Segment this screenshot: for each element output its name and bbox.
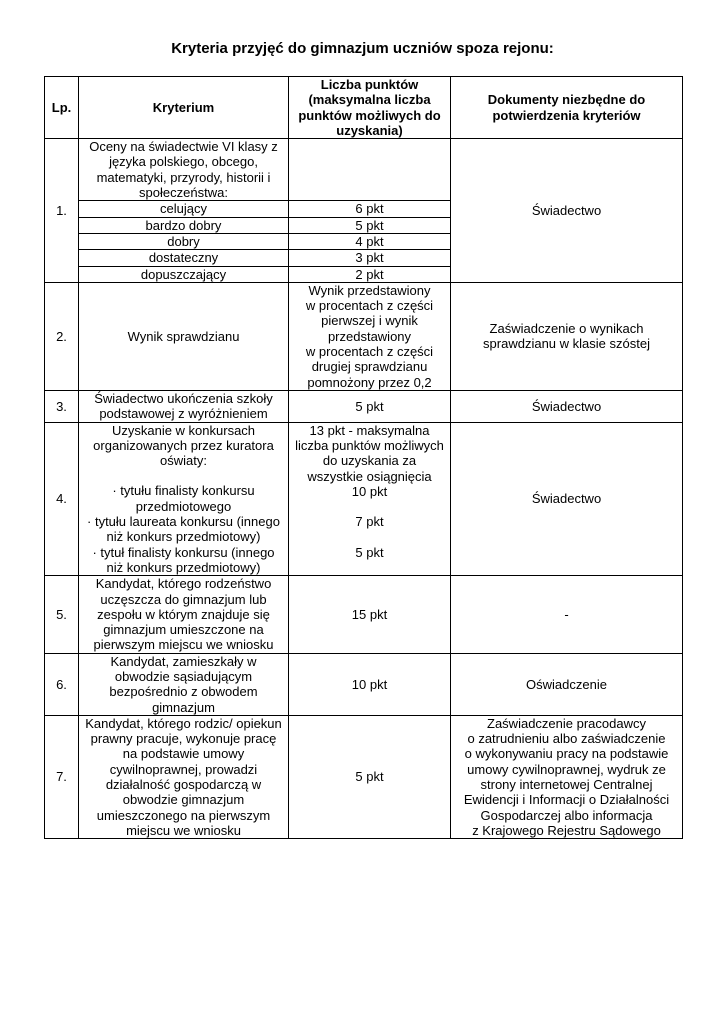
text-line: 7 pkt: [355, 514, 384, 530]
grade-label: dobry: [79, 233, 289, 249]
text-line: sprawdzianu w klasie szóstej: [483, 336, 650, 352]
text-line: umieszczonego na pierwszym: [96, 807, 271, 823]
criterion-cell: Oceny na świadectwie VI klasy z języka polskiego, obcego, matematyki, przyrody, historii i społeczeństwa:: [79, 139, 289, 201]
grade-label: celujący: [79, 201, 289, 217]
text-line: · tytułu finalisty konkursu: [112, 483, 255, 499]
grade-points: 3 pkt: [289, 250, 451, 266]
text-line: gimnazjum: [152, 699, 215, 715]
text-line: Uzyskanie w konkursach: [111, 422, 256, 438]
criterion-cell: Wynik sprawdzianu: [79, 282, 289, 390]
text-line: Zaświadczenie o wynikach: [489, 321, 644, 337]
text-line: Kandydat, zamieszkały w: [110, 653, 257, 669]
document-cell: -: [451, 576, 683, 653]
text-line: Wynik przedstawiony: [308, 282, 431, 298]
row-number: 7.: [45, 715, 79, 838]
text-line: Świadectwo ukończenia szkoły: [94, 390, 273, 406]
row-number: 3.: [45, 390, 79, 422]
criterion-cell: [79, 390, 289, 422]
text-line: o wykonywaniu pracy na podstawie: [464, 746, 669, 762]
text-line: na podstawie umowy: [122, 746, 245, 762]
points-cell: [289, 139, 451, 201]
grade-label: dostateczny: [79, 250, 289, 266]
text-line: z Krajowego Rejestru Sądowego: [472, 822, 661, 838]
text-line: w procentach z części: [305, 298, 434, 314]
grade-label: bardzo dobry: [79, 217, 289, 233]
text-line: podstawowej z wyróżnieniem: [99, 406, 268, 422]
text-line: liczba punktów możliwych: [295, 438, 444, 454]
row-number: 2.: [45, 282, 79, 390]
table-row: [45, 422, 683, 576]
text-line: uczęszcza do gimnazjum lub: [100, 591, 267, 607]
document-cell: Świadectwo: [451, 390, 683, 422]
text-line: niż konkurs przedmiotowy): [106, 559, 261, 575]
text-line: bezpośrednio z obwodem: [109, 684, 258, 700]
header-points: Liczba punktów (maksymalna liczba punktów możliwych do uzyskania): [289, 77, 451, 139]
table-row: [45, 390, 683, 422]
document-cell: Świadectwo: [451, 139, 683, 283]
criterion-cell: [79, 653, 289, 715]
text-line: oświaty:: [160, 453, 207, 469]
text-line: zespołu w którym znajduje się: [97, 606, 270, 622]
text-line: pomnożony przez 0,2: [307, 374, 432, 390]
grade-points: 6 pkt: [289, 201, 451, 217]
text-line: [291, 499, 448, 514]
table-row: [45, 282, 683, 390]
header-lp: Lp.: [45, 77, 79, 139]
text-line: Gospodarczej albo informacja: [480, 807, 653, 823]
points-cell: 15 pkt: [289, 576, 451, 653]
text-line: umowy cywilnoprawnej, wydruk ze: [467, 761, 666, 777]
points-cell: [289, 422, 451, 576]
table-row: [45, 653, 683, 715]
points-cell: 5 pkt: [289, 715, 451, 838]
text-line: cywilnoprawnej, prowadzi: [109, 761, 258, 777]
text-line: drugiej sprawdzianu: [311, 359, 428, 375]
grade-points: 2 pkt: [289, 266, 451, 282]
table-header-row: [45, 77, 683, 139]
text-line: 10 pkt: [351, 484, 388, 500]
text-line: prawny pracuje, wykonuje pracę: [90, 731, 277, 747]
text-line: niż konkurs przedmiotowy): [106, 529, 261, 545]
document-cell: Świadectwo: [451, 422, 683, 576]
text-line: Ewidencji i Informacji o Działalności: [463, 792, 670, 808]
text-line: 5 pkt: [355, 544, 384, 560]
points-cell: 5 pkt: [289, 390, 451, 422]
text-line: · tytułu laureata konkursu (innego: [87, 514, 280, 530]
text-line: organizowanych przez kuratora: [93, 437, 274, 453]
grade-points: 5 pkt: [289, 217, 451, 233]
header-criterion: Kryterium: [79, 77, 289, 139]
criterion-cell: [79, 576, 289, 653]
text-line: Kandydat, którego rodzeństwo: [95, 576, 272, 592]
text-line: Zaświadczenie pracodawcy: [487, 715, 646, 731]
points-cell: 10 pkt: [289, 653, 451, 715]
text-line: w procentach z części: [305, 344, 434, 360]
text-line: przedmiotowego: [135, 498, 232, 514]
grade-label: dopuszczający: [79, 266, 289, 282]
document-cell: [451, 282, 683, 390]
text-line: pierwszej i wynik: [321, 313, 418, 329]
text-line: · tytuł finalisty konkursu (innego: [92, 544, 275, 560]
row-number: 5.: [45, 576, 79, 653]
row-number: 4.: [45, 422, 79, 576]
criterion-cell: [79, 422, 289, 576]
text-line: gimnazjum umieszczone na: [103, 622, 264, 638]
text-line: o zatrudnieniu albo zaświadczenie: [467, 731, 666, 747]
row-number: 1.: [45, 139, 79, 283]
text-line: obwodzie gimnazjum: [122, 792, 245, 808]
header-documents: Dokumenty niezbędne do potwierdzenia kryteriów: [451, 77, 683, 139]
text-line: przedstawiony: [327, 328, 412, 344]
points-cell: [289, 282, 451, 390]
criterion-cell: [79, 715, 289, 838]
grade-points: 4 pkt: [289, 233, 451, 249]
text-line: działalność gospodarczą w: [105, 777, 262, 793]
text-line: [81, 468, 286, 483]
page-title: Kryteria przyjęć do gimnazjum uczniów spoza rejonu:: [171, 40, 554, 57]
table-row: [45, 576, 683, 653]
text-line: 13 pkt - maksymalna: [309, 422, 430, 438]
table-row: [45, 139, 683, 201]
criteria-table: [44, 76, 683, 839]
text-line: wszystkie osiągnięcia: [307, 468, 432, 484]
text-line: miejscu we wniosku: [126, 822, 241, 838]
text-line: [291, 530, 448, 545]
text-line: do uzyskania za: [322, 453, 417, 469]
text-line: pierwszym miejscu we wniosku: [93, 637, 274, 653]
document-cell: Oświadczenie: [451, 653, 683, 715]
text-line: [291, 560, 448, 575]
table-row: [45, 715, 683, 838]
document-cell: [451, 715, 683, 838]
text-line: strony internetowej Centralnej: [480, 777, 653, 793]
row-number: 6.: [45, 653, 79, 715]
text-line: Kandydat, którego rodzic/ opiekun: [85, 715, 282, 731]
text-line: obwodzie sąsiadującym: [114, 668, 253, 684]
